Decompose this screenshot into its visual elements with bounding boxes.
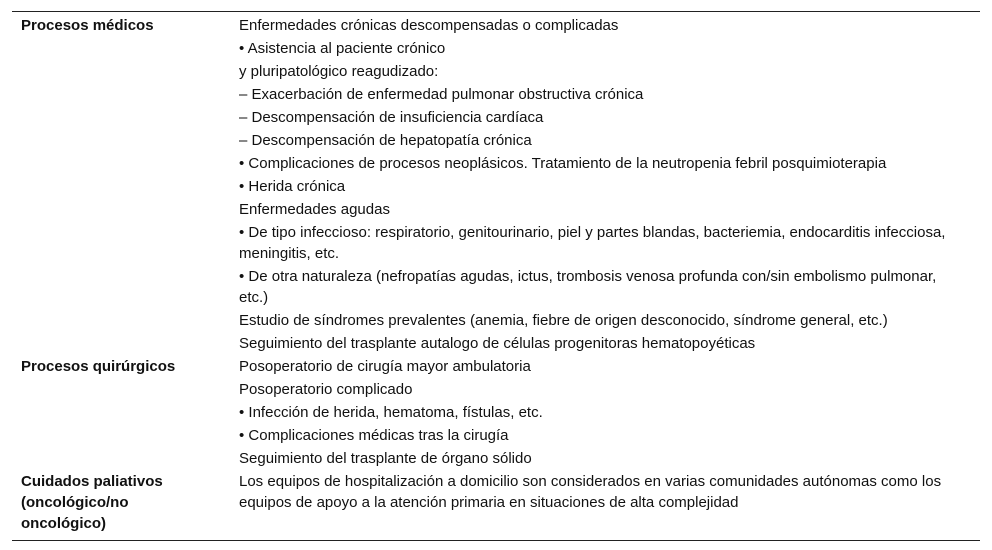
table-row-surgical [12, 356, 980, 471]
category-cell [12, 471, 239, 534]
services-table [12, 11, 980, 541]
list-item: Enfermedades agudas [239, 201, 390, 218]
list-item: • Herida crónica [239, 178, 346, 195]
category-label: Procesos quirúrgicos [21, 358, 176, 375]
list-item: – Descompensación de hepatopatía crónica [239, 132, 532, 149]
table-row-medical [12, 15, 980, 356]
list-item: Los equipos de hospitalización a domicilio son considerados en varias comunidades autónomas como los equipos de apoyo a la atención primaria en situaciones de alta complejidad [239, 473, 942, 511]
content-cell [239, 356, 980, 471]
content-cell [239, 471, 980, 534]
list-item: y pluripatológico reagudizado: [239, 63, 439, 80]
list-item: • De otra naturaleza (nefropatías agudas, ictus, trombosis venosa profunda con/sin embolismo pulmonar, etc.) [239, 268, 937, 306]
category-cell [12, 356, 239, 471]
list-item: Seguimiento del trasplante autalogo de células progenitoras hematopoyéticas [239, 335, 756, 352]
table-row-palliative [12, 471, 980, 534]
list-item: Seguimiento del trasplante de órgano sólido [239, 450, 532, 467]
category-label: Cuidados paliativos [21, 473, 163, 490]
list-item: Posoperatorio de cirugía mayor ambulatoria [239, 358, 531, 375]
list-item: – Exacerbación de enfermedad pulmonar obstructiva crónica [239, 86, 644, 103]
list-item: – Descompensación de insuficiencia cardíaca [239, 109, 544, 126]
list-item: Estudio de síndromes prevalentes (anemia, fiebre de origen desconocido, síndrome general, etc.) [239, 312, 888, 329]
list-item: • Complicaciones de procesos neoplásicos. Tratamiento de la neutropenia febril posquimioterapia [239, 155, 887, 172]
list-item: • Complicaciones médicas tras la cirugía [239, 427, 509, 444]
category-label: oncológico) [21, 515, 106, 532]
category-label: Procesos médicos [21, 17, 154, 34]
list-item: • De tipo infeccioso: respiratorio, genitourinario, piel y partes blandas, bacteriemia, endocarditis infecciosa, meningitis, etc. [239, 224, 946, 262]
category-label: (oncológico/no [21, 494, 129, 511]
list-item: Enfermedades crónicas descompensadas o complicadas [239, 17, 619, 34]
category-cell [12, 15, 239, 356]
list-item: • Asistencia al paciente crónico [239, 40, 446, 57]
list-item: Posoperatorio complicado [239, 381, 413, 398]
list-item: • Infección de herida, hematoma, fístulas, etc. [239, 404, 543, 421]
content-cell [239, 15, 980, 356]
